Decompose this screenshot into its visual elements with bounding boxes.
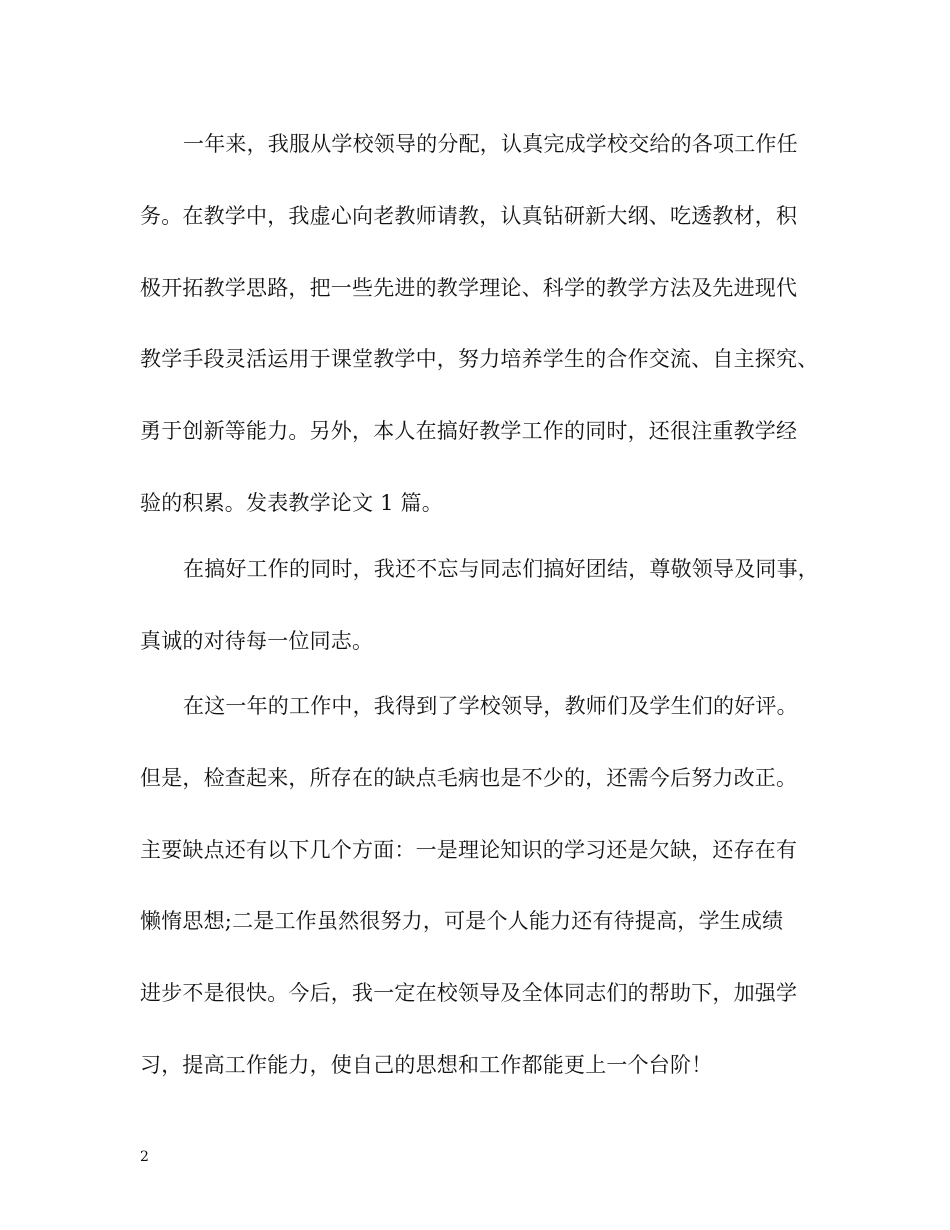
paragraph-1-line-4: 教学手段灵活运用于课堂教学中，努力培养学生的合作交流、自主探究、 bbox=[140, 347, 819, 371]
paragraph-1-line-1: 一年来，我服从学校领导的分配，认真完成学校交给的各项工作任 bbox=[183, 132, 798, 156]
paragraph-1-line-6: 验的积累。发表教学论文 1 篇。 bbox=[140, 491, 443, 515]
paragraph-3-line-5: 进步不是很快。今后，我一定在校领导及全体同志们的帮助下，加强学 bbox=[140, 981, 798, 1005]
paragraph-3-line-3: 主要缺点还有以下几个方面：一是理论知识的学习还是欠缺，还存在有 bbox=[140, 838, 798, 862]
page-number: 2 bbox=[140, 1149, 149, 1165]
paragraph-2-line-1: 在搞好工作的同时，我还不忘与同志们搞好团结，尊敬领导及同事， bbox=[183, 557, 819, 581]
paragraph-3-line-6: 习，提高工作能力，使自己的思想和工作都能更上一个台阶！ bbox=[140, 1053, 713, 1077]
paragraph-3-line-2: 但是，检查起来，所存在的缺点毛病也是不少的，还需今后努力改正。 bbox=[140, 766, 798, 790]
paragraph-3-line-1: 在这一年的工作中，我得到了学校领导，教师们及学生们的好评。 bbox=[183, 694, 798, 718]
paragraph-1-line-5: 勇于创新等能力。另外，本人在搞好教学工作的同时，还很注重教学经 bbox=[140, 419, 798, 443]
paragraph-2-line-2: 真诚的对待每一位同志。 bbox=[140, 629, 374, 653]
paragraph-1-line-2: 务。在教学中，我虚心向老教师请教，认真钻研新大纲、吃透教材，积 bbox=[140, 204, 798, 228]
paragraph-1-line-3: 极开拓教学思路，把一些先进的教学理论、科学的教学方法及先进现代 bbox=[140, 276, 798, 300]
paragraph-3-line-4: 懒惰思想;二是工作虽然很努力，可是个人能力还有待提高，学生成绩 bbox=[140, 909, 784, 933]
